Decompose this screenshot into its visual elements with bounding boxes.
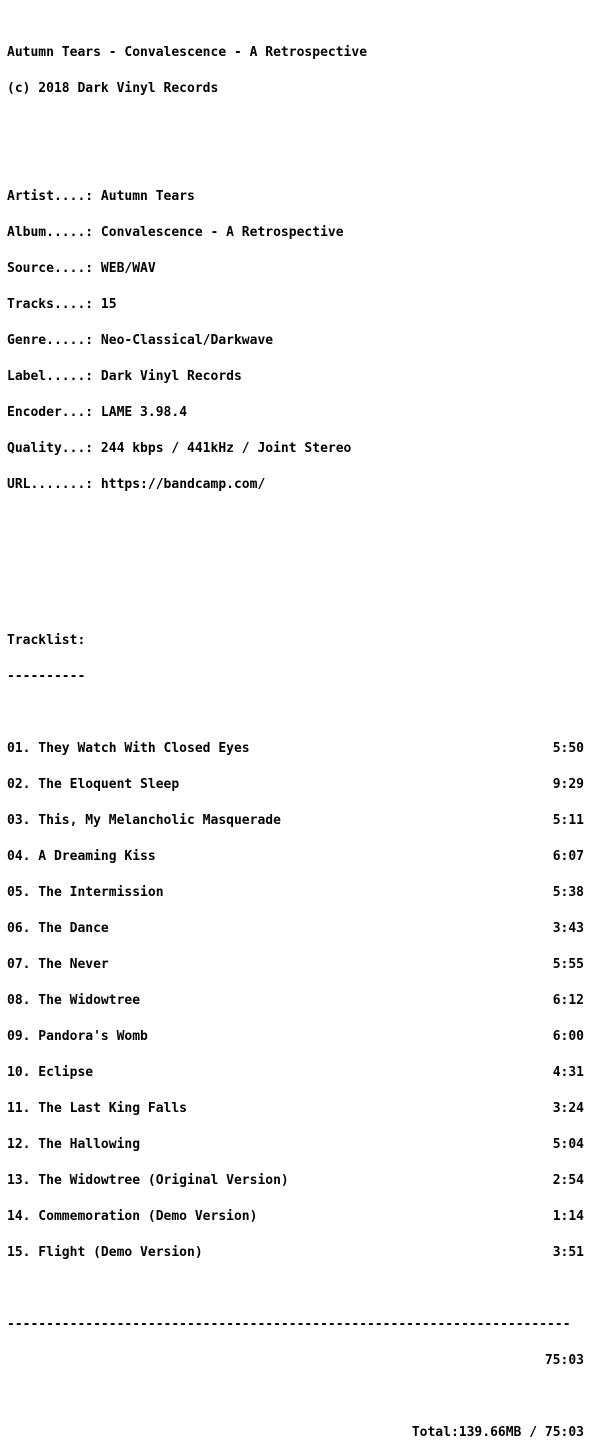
track-row bbox=[7, 923, 584, 935]
track-time: 5:55 bbox=[552, 957, 584, 972]
info-row-url bbox=[7, 479, 584, 491]
spacer bbox=[7, 1391, 584, 1403]
track-time: 6:07 bbox=[552, 849, 584, 864]
track-row bbox=[7, 1211, 584, 1223]
info-key: Label.....: bbox=[7, 369, 94, 384]
release-title: Autumn Tears - Convalescence - A Retrospective bbox=[7, 45, 368, 60]
track-row bbox=[7, 1103, 584, 1115]
info-key: Encoder...: bbox=[7, 405, 94, 420]
track-row bbox=[7, 959, 584, 971]
track-title: 01. They Watch With Closed Eyes bbox=[7, 741, 250, 756]
track-time: 1:14 bbox=[552, 1209, 584, 1224]
tracklist-heading: Tracklist: bbox=[7, 633, 86, 648]
separator-rule: ------------------------------------------------------------------------ bbox=[7, 1317, 571, 1332]
track-time: 3:24 bbox=[552, 1101, 584, 1116]
track-title: 06. The Dance bbox=[7, 921, 109, 936]
track-row bbox=[7, 743, 584, 755]
track-title: 14. Commemoration (Demo Version) bbox=[7, 1209, 258, 1224]
info-value: WEB/WAV bbox=[100, 261, 156, 276]
track-time: 5:38 bbox=[552, 885, 584, 900]
spacer bbox=[7, 551, 584, 563]
info-value: Convalescence - A Retrospective bbox=[100, 225, 344, 240]
track-time: 3:51 bbox=[552, 1245, 584, 1260]
copyright-line: (c) 2018 Dark Vinyl Records bbox=[7, 81, 219, 96]
info-key: Source....: bbox=[7, 261, 94, 276]
track-time: 9:29 bbox=[552, 777, 584, 792]
track-row bbox=[7, 851, 584, 863]
track-row bbox=[7, 1247, 584, 1259]
track-row bbox=[7, 1067, 584, 1079]
total-summary: Total:139.66MB / 75:03 bbox=[411, 1425, 584, 1440]
track-row bbox=[7, 1139, 584, 1151]
track-title: 12. The Hallowing bbox=[7, 1137, 141, 1152]
track-row bbox=[7, 887, 584, 899]
info-value: Dark Vinyl Records bbox=[100, 369, 242, 384]
tracklist-heading-underline: ---------- bbox=[7, 669, 86, 684]
track-row bbox=[7, 1031, 584, 1043]
track-title: 04. A Dreaming Kiss bbox=[7, 849, 156, 864]
info-row-album bbox=[7, 227, 584, 239]
track-time: 6:12 bbox=[552, 993, 584, 1008]
info-key: Genre.....: bbox=[7, 333, 94, 348]
track-title: 10. Eclipse bbox=[7, 1065, 94, 1080]
info-value: 15 bbox=[100, 297, 117, 312]
info-row-encoder bbox=[7, 407, 584, 419]
track-title: 07. The Never bbox=[7, 957, 109, 972]
info-row-quality bbox=[7, 443, 584, 455]
info-row-genre bbox=[7, 335, 584, 347]
track-row bbox=[7, 779, 584, 791]
info-value: Neo-Classical/Darkwave bbox=[100, 333, 274, 348]
track-title: 05. The Intermission bbox=[7, 885, 164, 900]
track-time: 6:00 bbox=[552, 1029, 584, 1044]
spacer bbox=[7, 119, 584, 131]
info-value: Autumn Tears bbox=[100, 189, 195, 204]
info-key: Album.....: bbox=[7, 225, 94, 240]
nfo-document bbox=[7, 23, 584, 1451]
info-key: Tracks....: bbox=[7, 297, 94, 312]
track-row bbox=[7, 815, 584, 827]
track-title: 02. The Eloquent Sleep bbox=[7, 777, 180, 792]
track-title: 11. The Last King Falls bbox=[7, 1101, 188, 1116]
track-time: 3:43 bbox=[552, 921, 584, 936]
info-value: https://bandcamp.com/ bbox=[100, 477, 266, 492]
track-time: 5:04 bbox=[552, 1137, 584, 1152]
track-time: 2:54 bbox=[552, 1173, 584, 1188]
total-time: 75:03 bbox=[544, 1353, 584, 1368]
track-title: 03. This, My Melancholic Masquerade bbox=[7, 813, 281, 828]
info-block bbox=[7, 167, 584, 515]
track-row bbox=[7, 1175, 584, 1187]
info-key: Artist....: bbox=[7, 189, 94, 204]
track-time: 5:11 bbox=[552, 813, 584, 828]
info-value: 244 kbps / 441kHz / Joint Stereo bbox=[100, 441, 352, 456]
track-list bbox=[7, 719, 584, 1283]
track-row bbox=[7, 995, 584, 1007]
info-key: Quality...: bbox=[7, 441, 94, 456]
track-title: 15. Flight (Demo Version) bbox=[7, 1245, 203, 1260]
track-title: 08. The Widowtree bbox=[7, 993, 141, 1008]
track-title: 13. The Widowtree (Original Version) bbox=[7, 1173, 289, 1188]
track-time: 4:31 bbox=[552, 1065, 584, 1080]
info-row-source bbox=[7, 263, 584, 275]
spacer bbox=[7, 587, 584, 599]
info-row-artist bbox=[7, 191, 584, 203]
track-time: 5:50 bbox=[552, 741, 584, 756]
track-title: 09. Pandora's Womb bbox=[7, 1029, 148, 1044]
info-value: LAME 3.98.4 bbox=[100, 405, 188, 420]
info-row-label bbox=[7, 371, 584, 383]
info-row-tracks bbox=[7, 299, 584, 311]
info-key: URL.......: bbox=[7, 477, 94, 492]
